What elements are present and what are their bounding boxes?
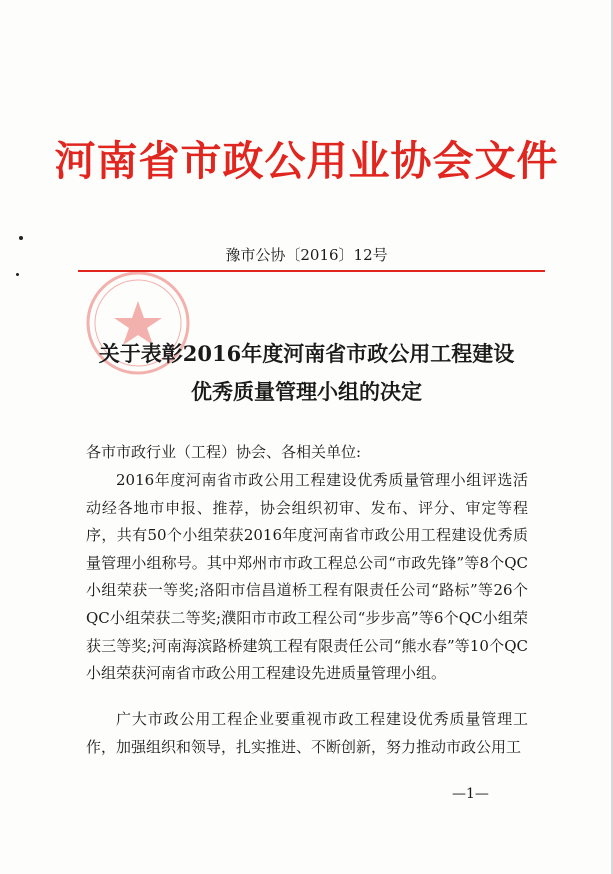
- binding-hole-mark: [19, 236, 23, 240]
- salutation: 各市市政行业（工程）协会、各相关单位:: [86, 443, 362, 461]
- body-paragraph-2: 广大市政公用工程企业要重视市政工程建设优秀质量管理工作，加强组织和领导，扎实推进、不断创新，努力推动市政公用工: [86, 710, 528, 756]
- document-header-title: 河南省市政公用业协会文件: [54, 137, 559, 185]
- document-title-line-2: 优秀质量管理小组的决定: [191, 379, 422, 404]
- page-number: —1—: [452, 786, 489, 802]
- document-number: 豫市公协〔2016〕12号: [225, 246, 388, 264]
- binding-hole-mark: [16, 273, 19, 276]
- body-paragraph-1: 2016年度河南省市政公用工程建设优秀质量管理小组评选活动经各地市申报、推荐，协会组织初审、发布、评分、审定等程序，共有50个小组荣获2016年度河南省市政公用工程建设优秀质量管理小组称号。其中郑州市市政工程总公司“市政先锋”等8个QC小组荣获一等奖;洛阳市信昌道桥工程有限责任公司“路标”等26个QC小组荣获二等奖;濮阳市市政工程公司“步步高”等6个QC小组荣获三等奖;河南海滨路桥建筑工程有限责任公司“熊水春”等10个QC小组荣获河南省市政公用工程建设先进质量管理小组。: [86, 471, 528, 683]
- document-title-line-1: 关于表彰2016年度河南省市政公用工程建设: [98, 341, 515, 366]
